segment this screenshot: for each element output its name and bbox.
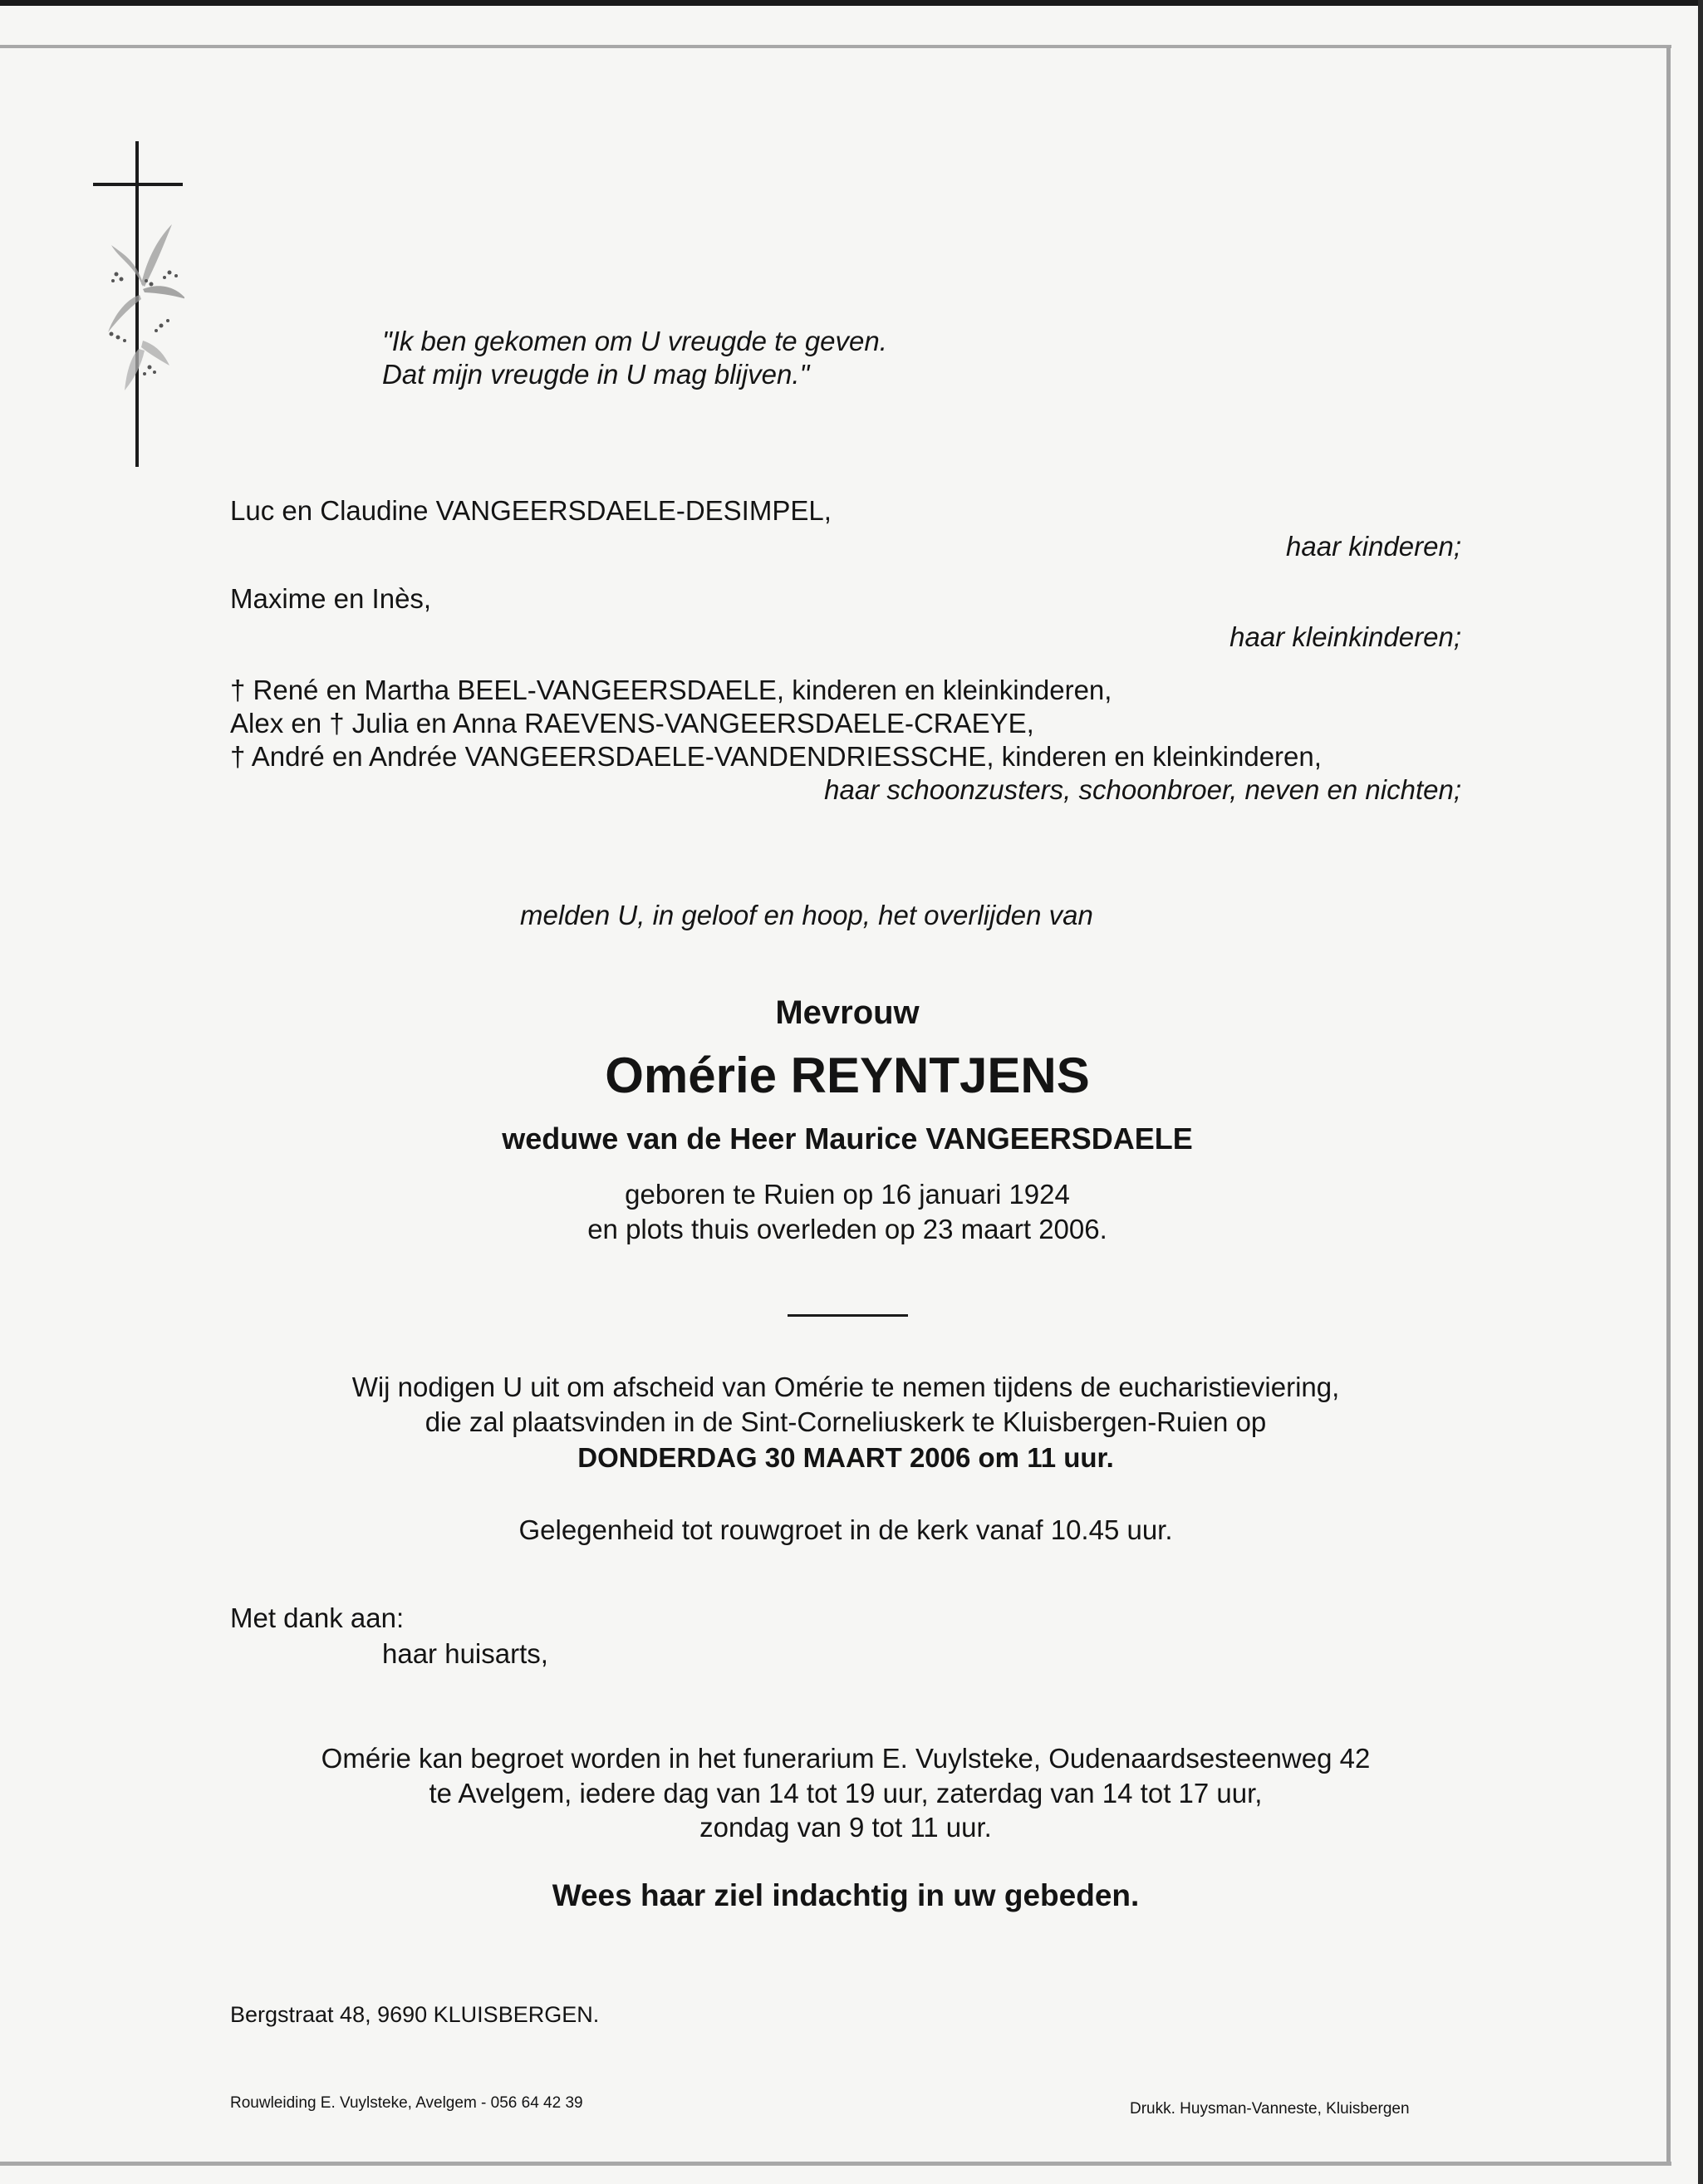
in-law-line: † René en Martha BEEL-VANGEERSDAELE, kinderen en kleinkinderen, [230, 675, 1112, 705]
thanks-item: haar huisarts, [382, 1638, 548, 1669]
viewing-line-3: zondag van 9 tot 11 uur. [699, 1812, 992, 1843]
service-date: DONDERDAG 30 MAART 2006 om 11 uur. [577, 1442, 1114, 1473]
deceased-name: Omérie REYNTJENS [605, 1048, 1090, 1103]
quote-line-2: Dat mijn vreugde in U mag blijven." [382, 359, 810, 390]
deceased-died: en plots thuis overleden op 23 maart 2006. [587, 1214, 1107, 1244]
in-law-line: Alex en † Julia en Anna RAEVENS-VANGEERSDAELE-CRAEYE, [230, 708, 1034, 739]
funeral-director: Rouwleiding E. Vuylsteke, Avelgem - 056 64 42 39 [230, 2094, 583, 2112]
scan-edge-right [1698, 0, 1703, 2184]
quote-line-1: "Ik ben gekomen om U vreugde te geven. [382, 326, 887, 356]
service-line-2: die zal plaatsvinden in de Sint-Corneliuskerk te Kluisbergen-Ruien op [425, 1406, 1267, 1437]
viewing-line-1: Omérie kan begroet worden in het funerarium E. Vuylsteke, Oudenaardsesteenweg 42 [321, 1743, 1371, 1774]
service-line-1: Wij nodigen U uit om afscheid van Omérie te nemen tijdens de eucharistieviering, [351, 1372, 1340, 1402]
frame-border-top [0, 45, 1671, 48]
announcement: melden U, in geloof en hoop, het overlijden van [520, 900, 1093, 930]
condolences-time: Gelegenheid tot rouwgroet in de kerk vanaf 10.45 uur. [518, 1514, 1173, 1545]
children-names: Luc en Claudine VANGEERSDAELE-DESIMPEL, [230, 495, 832, 526]
children-relation: haar kinderen; [1286, 531, 1461, 562]
cross-horizontal-beam [93, 183, 183, 186]
grandchildren-relation: haar kleinkinderen; [1229, 621, 1461, 652]
deceased-spouse: weduwe van de Heer Maurice VANGEERSDAELE [502, 1121, 1193, 1156]
frame-border-bottom [0, 2162, 1671, 2166]
lily-flower-icon [93, 208, 184, 407]
home-address: Bergstraat 48, 9690 KLUISBERGEN. [230, 2002, 600, 2027]
printer: Drukk. Huysman-Vanneste, Kluisbergen [1130, 2100, 1410, 2118]
grandchildren-names: Maxime en Inès, [230, 583, 432, 614]
section-divider [788, 1314, 908, 1317]
deceased-born: geboren te Ruien op 16 januari 1924 [625, 1179, 1070, 1210]
scan-edge-top [0, 0, 1703, 6]
frame-border-right [1666, 47, 1671, 2165]
viewing-line-2: te Avelgem, iedere dag van 14 tot 19 uur, zaterdag van 14 tot 17 uur, [429, 1778, 1263, 1809]
in-law-line: † André en Andrée VANGEERSDAELE-VANDENDRIESSCHE, kinderen en kleinkinderen, [230, 741, 1322, 772]
prayer: Wees haar ziel indachtig in uw gebeden. [552, 1878, 1140, 1912]
in-laws-relation: haar schoonzusters, schoonbroer, neven en nichten; [824, 774, 1461, 805]
deceased-title: Mevrouw [775, 994, 920, 1031]
thanks-heading: Met dank aan: [230, 1602, 405, 1633]
cross-icon [93, 141, 184, 469]
